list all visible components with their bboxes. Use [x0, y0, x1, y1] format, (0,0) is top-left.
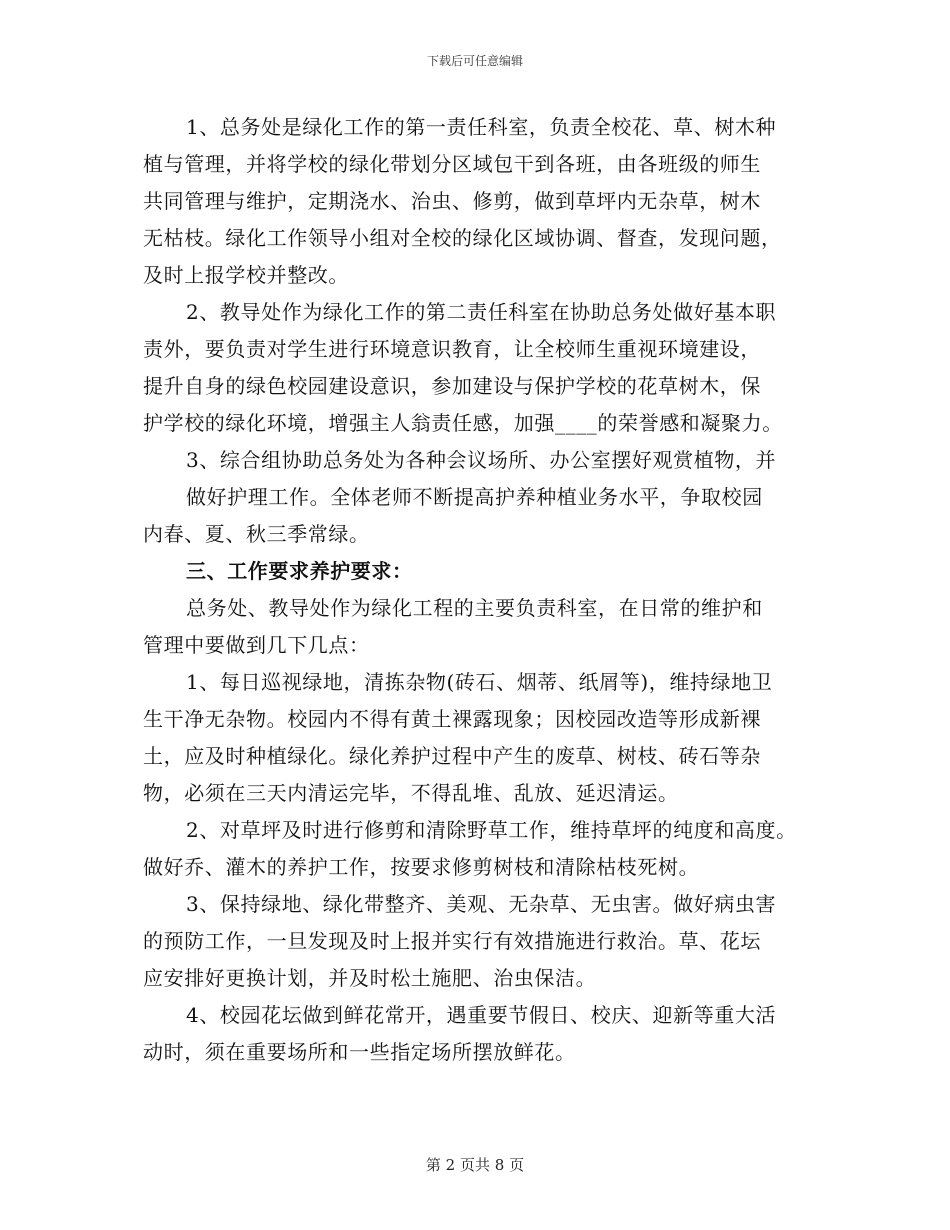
section-heading: 三、工作要求养护要求：	[186, 559, 413, 583]
paragraph-line: 1、总务处是绿化工作的第一责任科室，负责全校花、草、树木种	[186, 115, 777, 139]
paragraph-line: 无枯枝。绿化工作领导小组对全校的绿化区域协调、督查，发现问题，	[143, 226, 782, 250]
paragraph-line: 2、对草坪及时进行修剪和清除野草工作，维持草坪的纯度和高度。	[186, 818, 797, 842]
paragraph-line: 提升自身的绿色校园建设意识，参加建设与保护学校的花草树木，保	[143, 374, 761, 398]
paragraph-line: 做好乔、灌木的养护工作，按要求修剪树枝和清除枯枝死树。	[143, 855, 700, 879]
paragraph-line: 1、每日巡视绿地，清拣杂物(砖石、烟蒂、纸屑等)，维持绿地卫	[186, 670, 773, 694]
paragraph-line: 物，必须在三天内清运完毕，不得乱堆、乱放、延迟清运。	[143, 781, 679, 805]
paragraph-line: 做好护理工作。全体老师不断提高护养种植业务水平，争取校园	[186, 485, 763, 509]
paragraph-line: 4、校园花坛做到鲜花常开，遇重要节假日、校庆、迎新等重大活	[186, 1003, 777, 1027]
paragraph-line: 生干净无杂物。校园内不得有黄土裸露现象；因校园改造等形成新裸	[143, 707, 761, 731]
paragraph-line: 的预防工作，一旦发现及时上报并实行有效措施进行救治。草、花坛	[143, 929, 761, 953]
paragraph-line: 3、综合组协助总务处为各种会议场所、办公室摆好观赏植物，并	[186, 448, 777, 472]
paragraph-line: 总务处、教导处作为绿化工程的主要负责科室，在日常的维护和	[186, 596, 763, 620]
paragraph-line: 内春、夏、秋三季常绿。	[143, 522, 370, 546]
page-header: 下载后可任意编辑	[426, 54, 523, 68]
paragraph-line: 共同管理与维护，定期浇水、治虫、修剪，做到草坪内无杂草，树木	[143, 189, 761, 213]
paragraph-line: 应安排好更换计划，并及时松土施肥、治虫保洁。	[143, 966, 597, 990]
paragraph-line: 及时上报学校并整改。	[143, 263, 349, 287]
paragraph-line: 护学校的绿化环境，增强主人翁责任感，加强____的荣誉感和凝聚力。	[143, 411, 783, 435]
paragraph-line: 管理中要做到几下几点：	[143, 633, 370, 657]
paragraph-line: 3、保持绿地、绿化带整齐、美观、无杂草、无虫害。做好病虫害	[186, 892, 777, 916]
paragraph-line: 土，应及时种植绿化。绿化养护过程中产生的废草、树枝、砖石等杂	[143, 744, 761, 768]
paragraph-line: 植与管理，并将学校的绿化带划分区域包干到各班，由各班级的师生	[143, 152, 761, 176]
paragraph-line: 责外，要负责对学生进行环境意识教育，让全校师生重视环境建设，	[143, 337, 761, 361]
page-footer: 第 2 页共 8 页	[425, 1156, 525, 1174]
paragraph-line: 动时，须在重要场所和一些指定场所摆放鲜花。	[143, 1040, 576, 1064]
paragraph-line: 2、教导处作为绿化工作的第二责任科室在协助总务处做好基本职	[186, 300, 777, 324]
